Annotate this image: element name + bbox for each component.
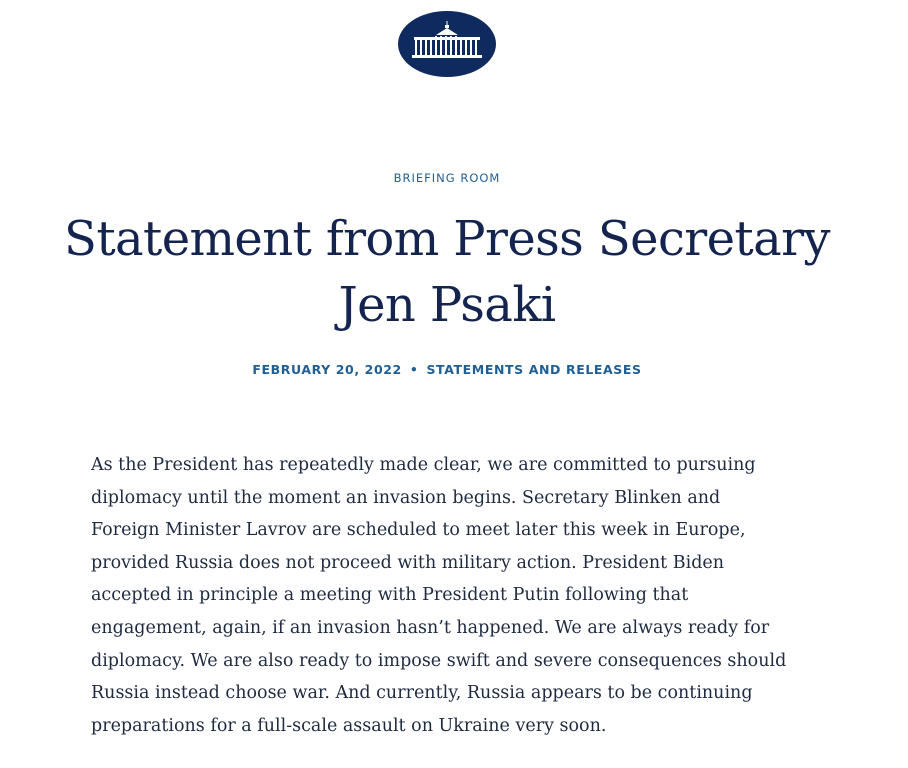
body-line: Russia instead choose war. And currently, Russia appears to be continuing (91, 683, 753, 704)
body-line: diplomacy. We are also ready to impose swift and severe consequences should (91, 650, 787, 671)
white-house-logo[interactable] (398, 11, 496, 77)
category-link[interactable]: STATEMENTS AND RELEASES (426, 362, 642, 377)
page-title-line-1: Statement from Press Secretary (64, 211, 830, 267)
body-line: accepted in principle a meeting with President Putin following that (91, 585, 689, 606)
article-meta (0, 362, 894, 377)
body-line: As the President has repeatedly made clear, we are committed to pursuing (91, 455, 756, 475)
section-eyebrow[interactable]: BRIEFING ROOM (393, 171, 501, 185)
body-line: diplomacy until the moment an invasion begins. Secretary Blinken and (91, 487, 721, 508)
body-line: Foreign Minister Lavrov are scheduled to meet later this week in Europe, (91, 520, 746, 541)
statement-body (91, 449, 821, 742)
page-title-line-2: Jen Psaki (338, 277, 556, 333)
body-line: provided Russia does not proceed with military action. President Biden (91, 552, 725, 573)
body-line: engagement, again, if an invasion hasn’t happened. We are always ready for (91, 617, 770, 638)
white-house-seal-icon (398, 11, 496, 77)
page-title (0, 206, 894, 338)
meta-separator: • (409, 362, 419, 377)
publish-date: FEBRUARY 20, 2022 (252, 362, 402, 377)
body-line: preparations for a full-scale assault on Ukraine very soon. (91, 715, 607, 736)
